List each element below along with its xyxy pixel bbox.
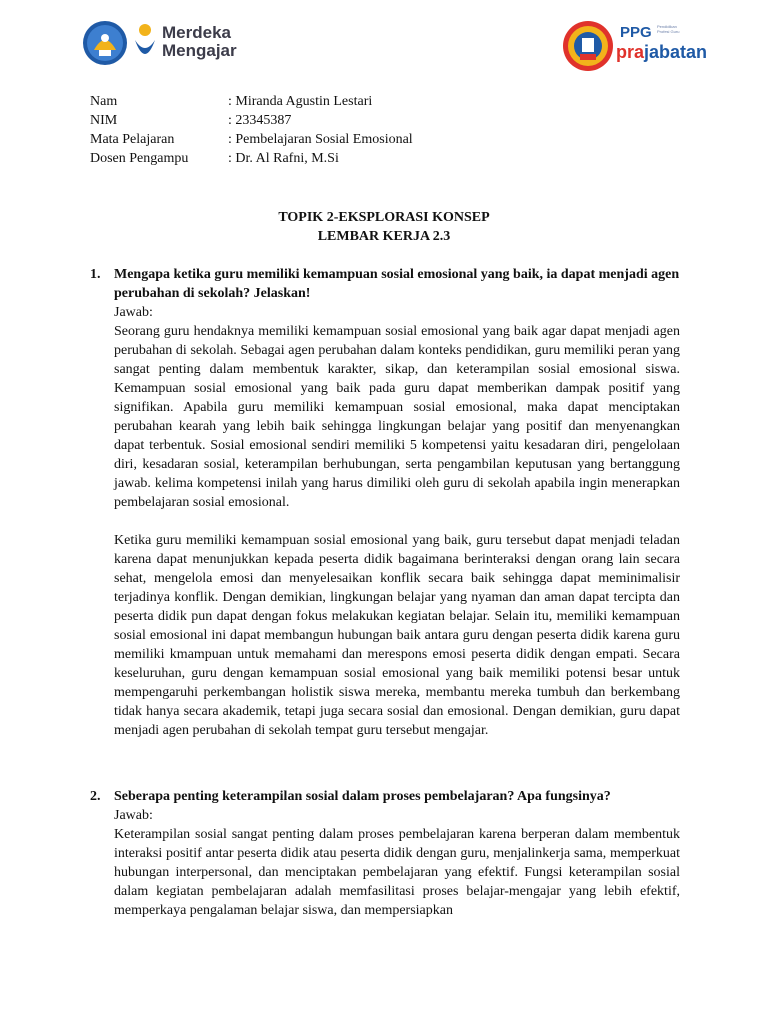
student-identity xyxy=(90,92,413,168)
prajabatan-suffix: jabatan xyxy=(644,42,708,62)
question-2 xyxy=(90,787,680,920)
wordmark-line-1: Merdeka xyxy=(162,23,231,42)
wordmark-line-2: Mengajar xyxy=(162,41,237,60)
ppg-wordmark: PPG xyxy=(620,24,652,41)
question-number: 2. xyxy=(90,789,101,804)
prajabatan-wordmark xyxy=(616,42,707,63)
identity-value: : 23345387 xyxy=(228,113,292,128)
merdeka-mengajar-wordmark xyxy=(162,24,237,60)
page-header xyxy=(0,0,768,80)
identity-value: : Pembelajaran Sosial Emosional xyxy=(228,132,413,147)
tut-wuri-handayani-emblem-icon xyxy=(82,20,128,66)
answer-paragraph: Ketika guru memiliki kemampuan sosial emosional yang baik, guru tersebut dapat menjadi teladan karena dapat menunjukkan kepada peserta didik bagaimana berinteraksi dengan orang lain secara sehat, mengelola emosi dan menyelesaikan konflik secara baik sehingga dapat meminimalisir terjadinya konflik. Dengan demikian, lingkungan belajar yang nyaman dan aman dapat tercipta dan peserta didik pun dapat dengan fokus melakukan kegiatan belajar. Selain itu, memiliki kemampuan sosial emosional ini dapat membangun hubungan baik antara guru dengan peserta didik karena guru memiliki kmampuan untuk memahami dan merespons emosi peserta didik dengan empati. Secara keseluruhan, guru dengan kemampuan sosial emosional yang baik memiliki potensi besar untuk mempengaruhi perkembangan holistik siswa mereka, membantu mereka tumbuh dan berkembang tidak hanya secara akademik, tetapi juga secara sosial dan emosional. Dengan demikian, guru dapat menjadi agen perubahan di sekolah tempat guru tersebut mengajar. xyxy=(114,533,680,738)
identity-row-nim xyxy=(90,111,413,130)
question-text: Mengapa ketika guru memiliki kemampuan sosial emosional yang baik, ia dapat menjadi agen perubahan di sekolah? Jelaskan! xyxy=(114,267,680,301)
identity-label: Mata Pelajaran xyxy=(90,132,175,147)
identity-label: Nam xyxy=(90,94,118,109)
question-1 xyxy=(90,265,680,740)
ppg-prajabatan-logo xyxy=(562,20,712,72)
kemdikbud-merdeka-mengajar-logo xyxy=(82,20,242,70)
identity-row-lecturer xyxy=(90,149,413,168)
answer-label: Jawab: xyxy=(114,808,153,823)
identity-row-subject xyxy=(90,130,413,149)
answer-paragraph: Keterampilan sosial sangat penting dalam proses pembelajaran karena berperan dalam membentuk interaksi positif antar peserta didik atau peserta didik dengan guru, menjalinkerja sama, memperkuat hubungan interpersonal, dan menciptakan pembelajaran yang efektif. Fungsi keterampilan sosial dalam kegiatan pembelajaran adalah memfasilitasi proses belajar-mengajar yang lebih efektif, memperkaya pengalaman belajar siswa, dan mempersiapkan xyxy=(114,827,680,918)
topic-title: TOPIK 2-EKSPLORASI KONSEP xyxy=(278,210,490,225)
identity-label: Dosen Pengampu xyxy=(90,151,189,166)
prajabatan-prefix: pra xyxy=(616,42,645,62)
question-text: Seberapa penting keterampilan sosial dalam proses pembelajaran? Apa fungsinya? xyxy=(114,789,611,804)
unp-seal-icon xyxy=(562,20,614,72)
identity-row-name xyxy=(90,92,413,111)
paragraph-gap xyxy=(114,512,680,531)
identity-value: : Miranda Agustin Lestari xyxy=(228,94,373,109)
worksheet-title: LEMBAR KERJA 2.3 xyxy=(317,229,451,244)
question-body xyxy=(114,265,680,740)
identity-value: : Dr. Al Rafni, M.Si xyxy=(228,151,339,166)
document-titles xyxy=(0,208,768,246)
answer-paragraph: Seorang guru hendaknya memiliki kemampuan sosial emosional yang baik agar dapat menjadi agen perubahan di sekolah. Sebagai agen perubahan dalam konteks pendidikan, guru memiliki peran yang sangat penting dalam membentuk karakter, sikap, dan keterampilan sosial emosional siswa. Kemampuan sosial emosional yang baik pada guru dapat memberikan dampak positif yang signifikan. Apabila guru memiliki kemampuan sosial emosional, maka dapat menciptakan perubahan kearah yang lebih baik sehingga lingkungan belajar yang positif dan menyenangkan dapat terbentuk. Sosial emosional sendiri memiliki 5 kompetensi yaitu kesadaran diri, pengelolaan diri, kesadaran sosial, keterampilan berhubungan, serta pengambilan keputusan yang bertanggung jawab. kelima kompetensi inilah yang harus dimiliki oleh guru di sekolah apabila ingin menerapkan pembelajaran sosial emosional. xyxy=(114,324,680,510)
ppg-subtitle: Pendidikan Profesi Guru xyxy=(657,24,680,34)
merdeka-mengajar-mark-icon xyxy=(132,22,158,66)
question-body xyxy=(114,787,680,920)
identity-label: NIM xyxy=(90,113,118,128)
question-number: 1. xyxy=(90,267,101,282)
answer-label: Jawab: xyxy=(114,305,153,320)
